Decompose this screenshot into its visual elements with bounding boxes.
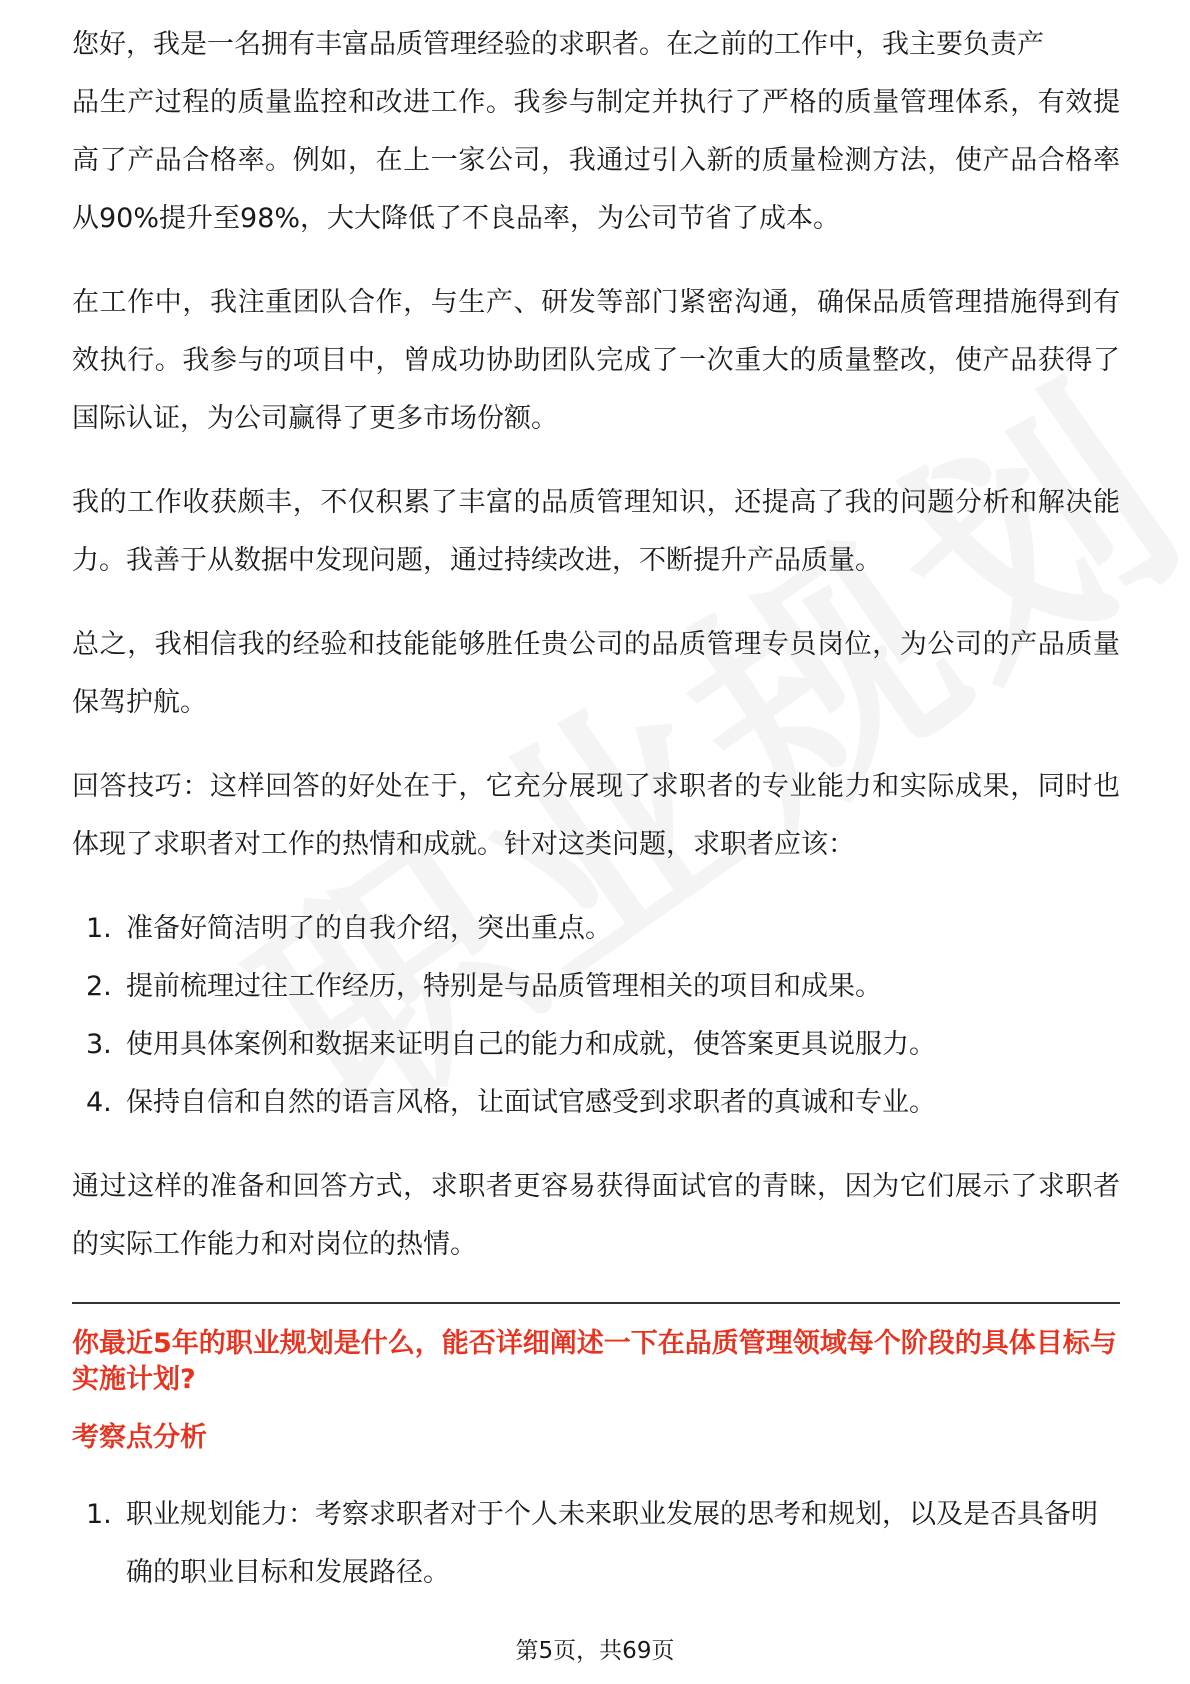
list-item-text: 使用具体案例和数据来证明自己的能力和成就，使答案更具说服力。 (126, 1029, 936, 1060)
tips-list (72, 900, 1120, 1132)
question-heading: 你最近5年的职业规划是什么，能否详细阐述一下在品质管理领域每个阶段的具体目标与实施计划? (72, 1328, 1117, 1395)
list-item (72, 1016, 1120, 1074)
list-item (72, 1486, 1120, 1602)
paragraph-answer-tips: 回答技巧：这样回答的好处在于，它充分展现了求职者的专业能力和实际成果，同时也体现了求职者对工作的热情和成就。针对这类问题，求职者应该： (72, 771, 1120, 860)
list-number: 3. (86, 1029, 112, 1060)
analysis-subheading: 考察点分析 (72, 1422, 207, 1453)
list-number: 4. (86, 1087, 112, 1118)
section-divider (72, 1302, 1120, 1304)
paragraph-teamwork: 在工作中，我注重团队合作，与生产、研发等部门紧密沟通，确保品质管理措施得到有效执行。我参与的项目中，曾成功协助团队完成了一次重大的质量整改，使产品获得了国际认证，为公司赢得了更多市场份额。 (72, 287, 1120, 434)
list-item (72, 1074, 1120, 1132)
paragraph-experience: 品生产过程的质量监控和改进工作。我参与制定并执行了严格的质量管理体系，有效提高了产品合格率。例如，在上一家公司，我通过引入新的质量检测方法，使产品合格率从90%提升至98%，大大降低了不良品率，为公司节省了成本。 (72, 87, 1120, 234)
list-number: 1. (86, 1499, 112, 1530)
list-item-text: 职业规划能力：考察求职者对于个人未来职业发展的思考和规划，以及是否具备明确的职业目标和发展路径。 (126, 1499, 1098, 1588)
clipped-line-wrapper (72, 28, 1120, 74)
list-item (72, 900, 1120, 958)
paragraph-clipped-top: 您好，我是一名拥有丰富品质管理经验的求职者。在之前的工作中，我主要负责产 (72, 29, 1044, 60)
list-item-text: 提前梳理过往工作经历，特别是与品质管理相关的项目和成果。 (126, 971, 882, 1002)
list-item-text: 保持自信和自然的语言风格，让面试官感受到求职者的真诚和专业。 (126, 1087, 936, 1118)
paragraph-gains: 我的工作收获颇丰，不仅积累了丰富的品质管理知识，还提高了我的问题分析和解决能力。我善于从数据中发现问题，通过持续改进，不断提升产品质量。 (72, 487, 1120, 576)
list-number: 2. (86, 971, 112, 1002)
page-content (72, 28, 1120, 1602)
page-number-footer: 第5页，共69页 (515, 1638, 675, 1664)
paragraph-conclusion: 总之，我相信我的经验和技能能够胜任贵公司的品质管理专员岗位，为公司的产品质量保驾护航。 (72, 629, 1120, 718)
paragraph-summary: 通过这样的准备和回答方式，求职者更容易获得面试官的青睐，因为它们展示了求职者的实际工作能力和对岗位的热情。 (72, 1171, 1120, 1260)
list-item-text: 准备好简洁明了的自我介绍，突出重点。 (126, 913, 612, 944)
list-number: 1. (86, 913, 112, 944)
list-item (72, 958, 1120, 1016)
analysis-points-list (72, 1486, 1120, 1602)
